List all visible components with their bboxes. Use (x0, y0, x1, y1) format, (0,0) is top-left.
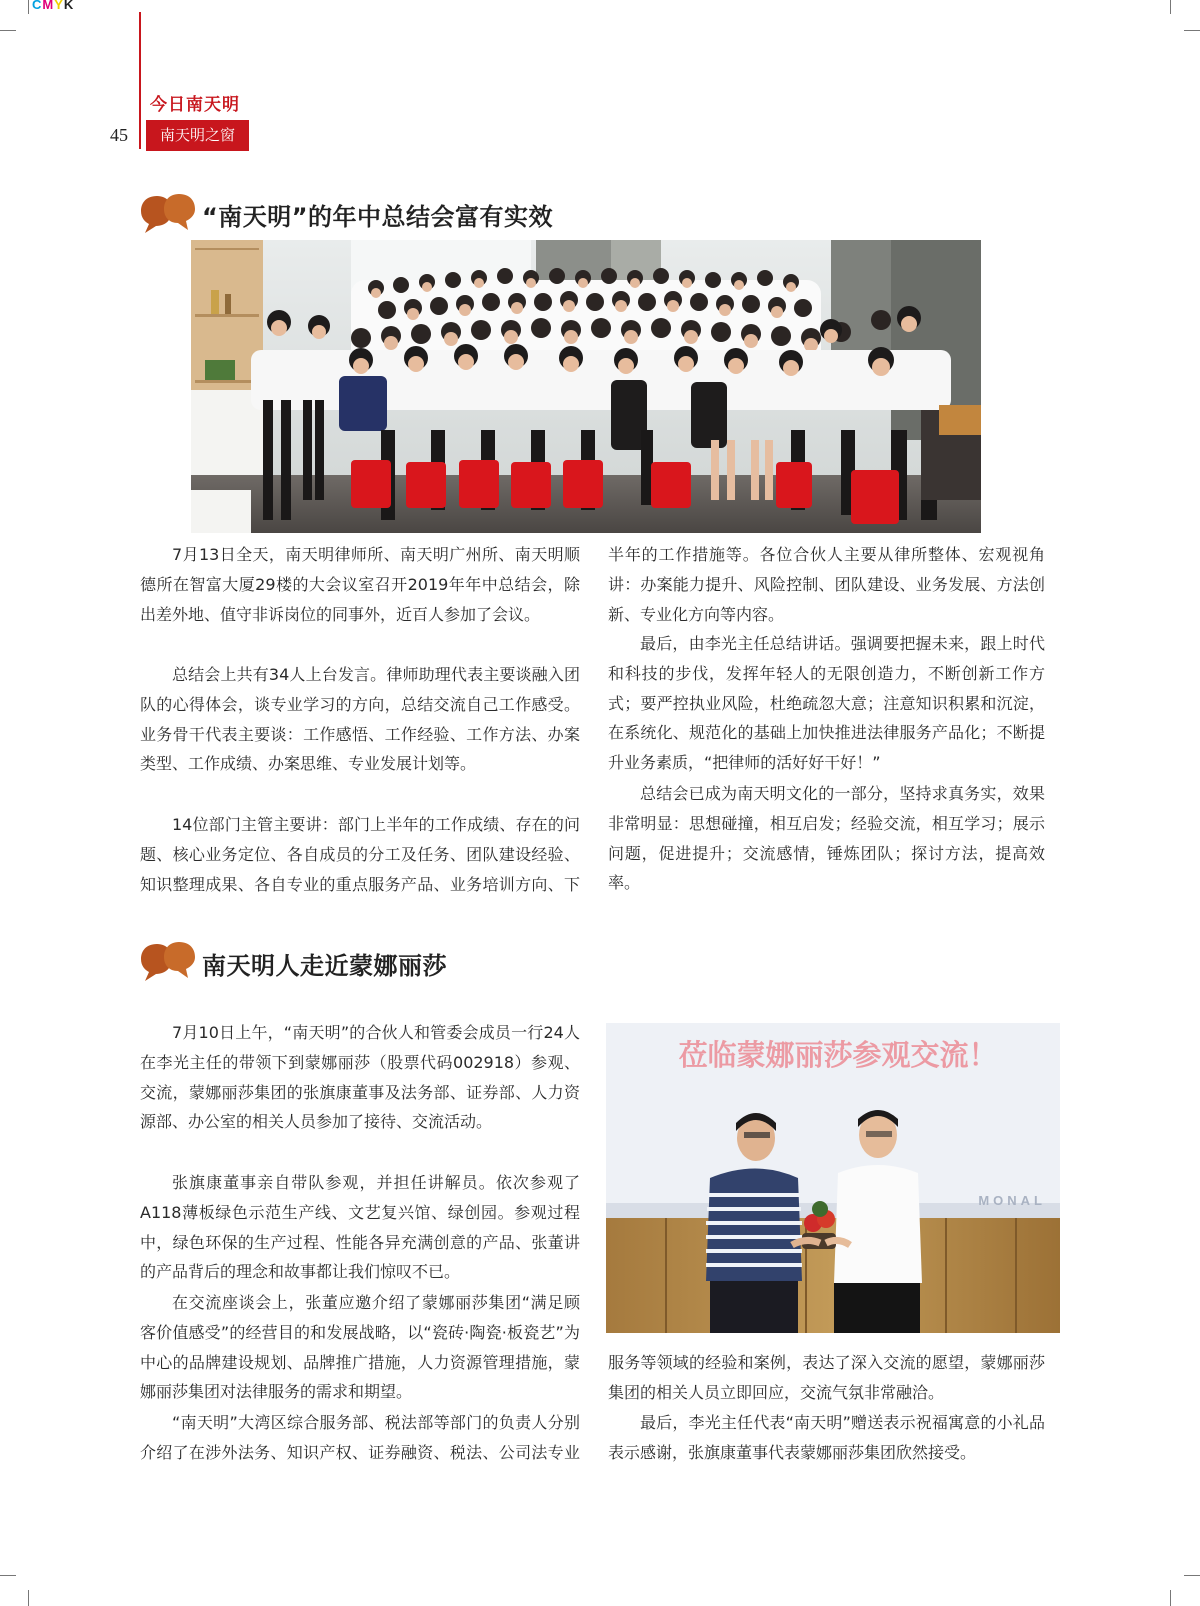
crop-mark (28, 0, 29, 14)
group-photo (191, 240, 981, 533)
article1-title: “南天明”的年中总结会富有实效 (202, 203, 554, 231)
group-photo-illustration (191, 240, 981, 533)
page-number: 45 (110, 125, 128, 145)
article2-paragraph: 张旗康董事亲自带队参观，并担任讲解员。依次参观了A118薄板绿色示范生产线、文艺复兴馆、绿创园。参观过程中，绿色环保的生产过程、性能各异充满创意的产品、张董讲的产品背后的理念和故事都让我们惊叹不已。 (140, 1173, 580, 1282)
article2-paragraph: “南天明”大湾区综合服务部、税法部等部门的负责人分别介绍了在涉外法务、知识产权、证券融资、税法、公司法专业 (140, 1413, 580, 1462)
article1-paragraph-continued-text: 半年的工作措施等。各位合伙人主要从律所整体、宏观视角讲：办案能力提升、风险控制、团队建设、业务发展、方法创新、专业化方向等内容。 (608, 545, 1045, 624)
cmyk-registration-label: CMYK (32, 0, 75, 12)
speech-bubbles-icon (140, 193, 196, 235)
article2-paragraph: 在交流座谈会上，张董应邀介绍了蒙娜丽莎集团“满足顾客价值感受”的经营目的和发展战略，以“瓷砖·陶瓷·板瓷艺”为中心的品牌建设规划、品牌推广措施，人力资源管理措施，蒙娜丽莎集团对法律服务的需求和期望。 (140, 1293, 580, 1402)
crop-mark (1170, 1590, 1171, 1606)
article1-paragraph: 14位部门主管主要讲：部门上半年的工作成绩、存在的问题、核心业务定位、各自成员的分工及任务、团队建设经验、知识整理成果、各自专业的重点服务产品、业务培训方向、下 (140, 815, 580, 894)
article1-paragraph-continued (608, 540, 1045, 629)
speech-bubbles-icon (140, 941, 196, 983)
handshake-gift-photo (606, 1023, 1060, 1333)
header-rule (139, 12, 141, 149)
article2-paragraph: 最后，李光主任代表“南天明”赠送表示祝福寓意的小礼品表示感谢，张旗康董事代表蒙娜丽莎集团欣然接受。 (608, 1413, 1045, 1462)
article2-paragraph-continued (608, 1348, 1045, 1408)
article1-paragraph: 总结会已成为南天明文化的一部分，坚持求真务实，效果非常明显：思想碰撞，相互启发；经验交流，相互学习；展示问题，促进提升；交流感情，锤炼团队；探讨方法，提高效率。 (608, 784, 1045, 893)
article2-paragraph-continued-text: 服务等领域的经验和案例，表达了深入交流的愿望，蒙娜丽莎集团的相关人员立即回应，交流气氛非常融洽。 (608, 1353, 1045, 1402)
column-tag: 南天明之窗 (146, 120, 249, 151)
crop-mark (0, 1575, 16, 1576)
article2-paragraph: 7月10日上午，“南天明”的合伙人和管委会成员一行24人在李光主任的带领下到蒙娜丽莎（股票代码002918）参观、交流，蒙娜丽莎集团的张旗康董事及法务部、证券部、人力资源部、办公室的相关人员参加了接待、交流活动。 (140, 1023, 580, 1132)
article1-paragraph: 最后，由李光主任总结讲话。强调要把握未来，跟上时代和科技的步伐，发挥年轻人的无限创造力，不断创新工作方式；要严控执业风险，杜绝疏忽大意；注意知识积累和沉淀，在系统化、规范化的基础上加快推进法律服务产品化；不断提升业务素质，“把律师的活好好干好！” (608, 634, 1045, 773)
crop-mark (0, 30, 16, 31)
header-section-title: 今日南天明 (150, 95, 240, 115)
handshake-gift-illustration (606, 1023, 1060, 1333)
photo-wall-text: MONAL (978, 1193, 1046, 1208)
article1-paragraph: 总结会上共有34人上台发言。律师助理代表主要谈融入团队的心得体会，谈专业学习的方向，总结交流自己工作感受。业务骨干代表主要谈：工作感悟、工作经验、工作方法、办案类型、工作成绩、办案思维、专业发展计划等。 (140, 665, 580, 774)
article2-title: 南天明人走近蒙娜丽莎 (202, 952, 447, 980)
crop-mark (28, 1590, 29, 1606)
crop-mark (1184, 30, 1200, 31)
crop-mark (1170, 0, 1171, 14)
crop-mark (1184, 1575, 1200, 1576)
article1-paragraph: 7月13日全天，南天明律师所、南天明广州所、南天明顺德所在智富大厦29楼的大会议室召开2019年年中总结会，除出差外地、值守非诉岗位的同事外，近百人参加了会议。 (140, 545, 580, 624)
photo-banner-text: 莅临蒙娜丽莎参观交流！ (678, 1038, 998, 1072)
